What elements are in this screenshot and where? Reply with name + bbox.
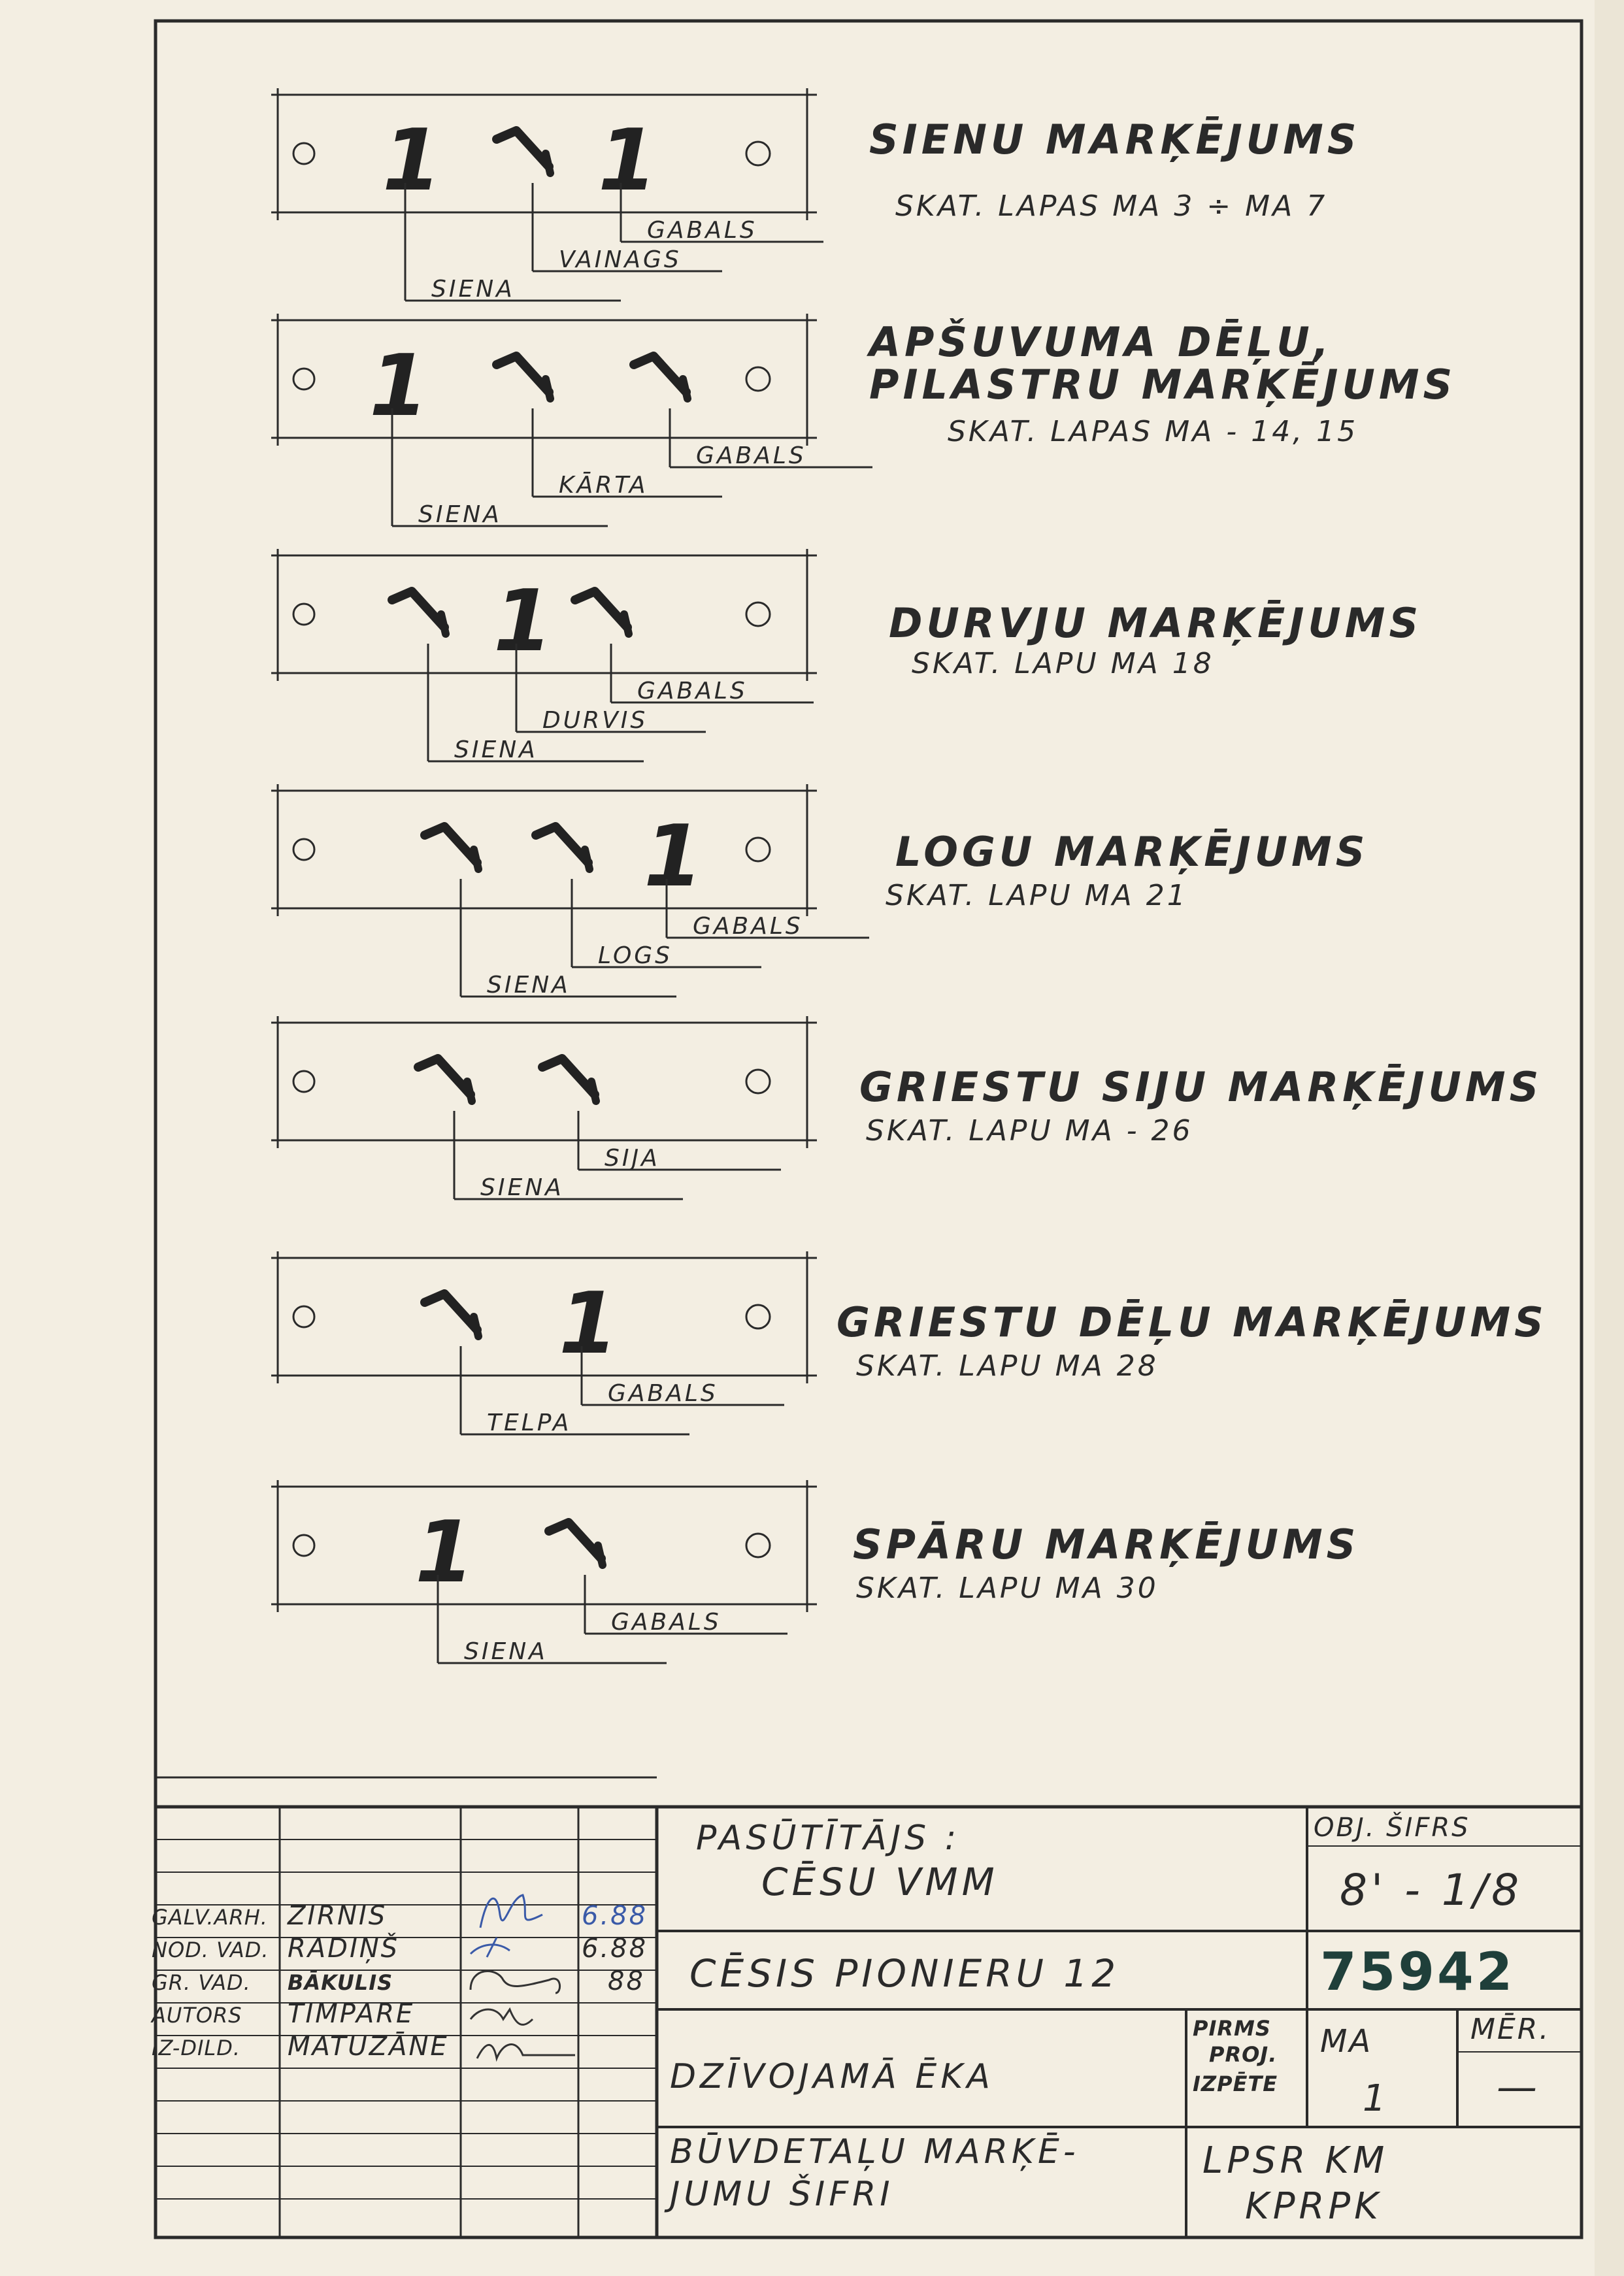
role-autors: AUTORS	[152, 2003, 242, 2028]
sheet-label: MA	[1320, 2023, 1373, 2060]
leader-label: GABALS	[611, 1609, 721, 1636]
marking-title: APŠUVUMA DĒĻU,	[869, 318, 1333, 366]
sheet-number: 1	[1363, 2077, 1390, 2120]
doc-title-1: BŪVDETAĻU MARĶĒ-	[670, 2132, 1080, 2171]
name-zirnis: ZIRNIS	[288, 1901, 388, 1931]
leader-label: GABALS	[647, 217, 757, 244]
date-1: 6.88	[582, 1901, 648, 1931]
leader-label: DURVIS	[542, 707, 648, 734]
obj-code: 8' - 1/8	[1340, 1865, 1523, 1915]
leader-label: SIENA	[418, 501, 502, 528]
leader-label: KĀRTA	[559, 472, 648, 499]
marking-title: GRIESTU SIJU MARĶĒJUMS	[859, 1063, 1543, 1111]
client-name: CĒSU VMM	[761, 1860, 999, 1904]
marking-sheet-ref: SKAT. LAPU MA 21	[886, 879, 1188, 912]
leader-label: SIJA	[605, 1145, 660, 1172]
obj-code-label: OBJ. ŠIFRS	[1314, 1813, 1470, 1843]
tag-digit: 1	[493, 571, 553, 670]
leader-label: SIENA	[431, 276, 515, 303]
tag-digit: 1	[415, 1502, 474, 1602]
name-bakulis: BĀKULIS	[288, 1970, 393, 1995]
scale-value: —	[1497, 2063, 1541, 2111]
tag-digit: 1	[644, 806, 703, 906]
building-name: DZĪVOJAMĀ ĒKA	[670, 2057, 994, 2096]
leader-label: LOGS	[598, 942, 673, 969]
marking-title: SPĀRU MARĶĒJUMS	[853, 1521, 1360, 1568]
role-izpild: IZ-DILD.	[152, 2036, 241, 2060]
date-2: 6.88	[582, 1934, 648, 1964]
org-2: KPRPK	[1245, 2185, 1382, 2228]
tag-digit: 1	[559, 1274, 618, 1373]
leader-label: GABALS	[693, 913, 803, 940]
leader-label: GABALS	[608, 1380, 718, 1407]
tag-digit: 1	[382, 110, 442, 210]
marking-sheet-ref: SKAT. LAPAS MA 3 ÷ MA 7	[895, 190, 1328, 223]
marking-sheet-ref: SKAT. LAPU MA - 26	[866, 1114, 1193, 1147]
scale-label: MĒR.	[1470, 2013, 1551, 2046]
tag-digit: 1	[369, 336, 429, 435]
role-galv-arh: GALV.ARH.	[152, 1905, 268, 1930]
marking-sheet-ref: SKAT. LAPAS MA - 14, 15	[948, 415, 1359, 448]
leader-label: GABALS	[637, 678, 748, 704]
marking-sheet-ref: SKAT. LAPU MA 18	[912, 647, 1214, 680]
marking-title: SIENU MARĶĒJUMS	[869, 116, 1361, 163]
name-timpare: TIMPARE	[288, 1999, 415, 2029]
date-3: 88	[608, 1966, 645, 1996]
stage-1: PIRMS	[1193, 2016, 1271, 2041]
marking-title: LOGU MARĶĒJUMS	[895, 828, 1369, 876]
marking-title: DURVJU MARĶĒJUMS	[889, 599, 1423, 647]
leader-label: SIENA	[464, 1638, 548, 1665]
doc-title-2: JUMU ŠIFRI	[670, 2175, 894, 2214]
marking-title: GRIESTU DĒĻU MARĶĒJUMS	[837, 1298, 1548, 1346]
archive-number: 75942	[1320, 1941, 1516, 2002]
address: CĒSIS PIONIERU 12	[689, 1951, 1120, 1996]
name-matuzane: MATUZĀNE	[288, 2032, 449, 2062]
leader-label: SIENA	[480, 1174, 564, 1201]
marking-sheet-ref: SKAT. LAPU MA 28	[856, 1349, 1159, 1383]
leader-label: TELPA	[487, 1410, 572, 1436]
leader-label: SIENA	[454, 736, 538, 763]
role-gr-vad: GR. VAD.	[152, 1970, 251, 1995]
org-1: LPSR KM	[1202, 2139, 1389, 2182]
tag-digit: 1	[598, 110, 657, 210]
marking-title-line2: PILASTRU MARĶĒJUMS	[869, 361, 1457, 408]
leader-label: VAINAGS	[559, 246, 682, 273]
marking-sheet-ref: SKAT. LAPU MA 30	[856, 1572, 1159, 1605]
stage-3: IZPĒTE	[1193, 2071, 1278, 2096]
stage-2: PROJ.	[1209, 2042, 1278, 2067]
client-label: PASŪTĪTĀJS :	[696, 1819, 961, 1858]
leader-label: SIENA	[487, 972, 571, 998]
leader-label: GABALS	[696, 442, 806, 469]
name-radins: RADIŅŠ	[288, 1934, 400, 1964]
role-nod-vad: NOD. VAD.	[152, 1938, 269, 1962]
